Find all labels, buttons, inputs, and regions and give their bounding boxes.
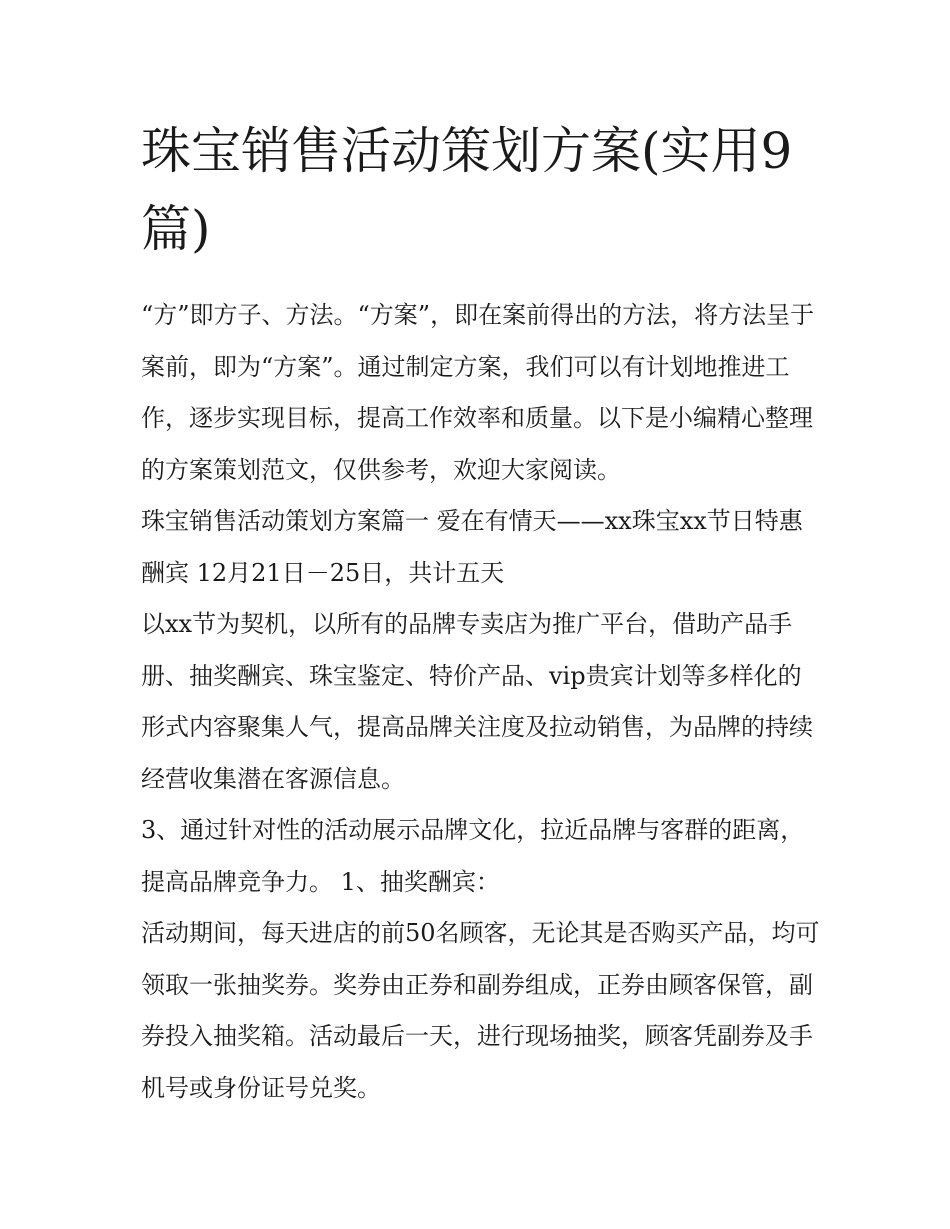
document-title: 珠宝销售活动策划方案(实用9篇) <box>141 122 793 258</box>
paragraph-brand-culture: 3、通过针对性的活动展示品牌文化，拉近品牌与客群的距离，提高品牌竞争力。 1、抽奖酬宾： <box>141 816 805 896</box>
paragraph-purpose: 以xx节为契机，以所有的品牌专卖店为推广平台，借助产品手册、抽奖酬宾、珠宝鉴定、特价产品、vip贵宾计划等多样化的形式内容聚集人气，提高品牌关注度及拉动销售，为品牌的持续经营收集潜在客源信息。 <box>141 610 813 793</box>
paragraph-intro: “方”即方子、方法。“方案”，即在案前得出的方法，将方法呈于案前，即为“方案”。通过制定方案，我们可以有计划地推进工作，逐步实现目标，提高工作效率和质量。以下是小编精心整理的方案策划范文，仅供参考，欢迎大家阅读。 <box>141 301 815 484</box>
paragraph-lottery: 活动期间，每天进店的前50名顾客，无论其是否购买产品，均可领取一张抽奖券。奖券由正券和副券组成，正券由顾客保管，副券投入抽奖箱。活动最后一天，进行现场抽奖，顾客凭副券及手机号或身份证号兑奖。 <box>141 919 820 1102</box>
paragraph-plan-one: 珠宝销售活动策划方案篇一 爱在有情天——xx珠宝xx节日特惠酬宾 12月21日－25日，共计五天 <box>141 507 803 587</box>
document-page <box>141 112 821 1114</box>
